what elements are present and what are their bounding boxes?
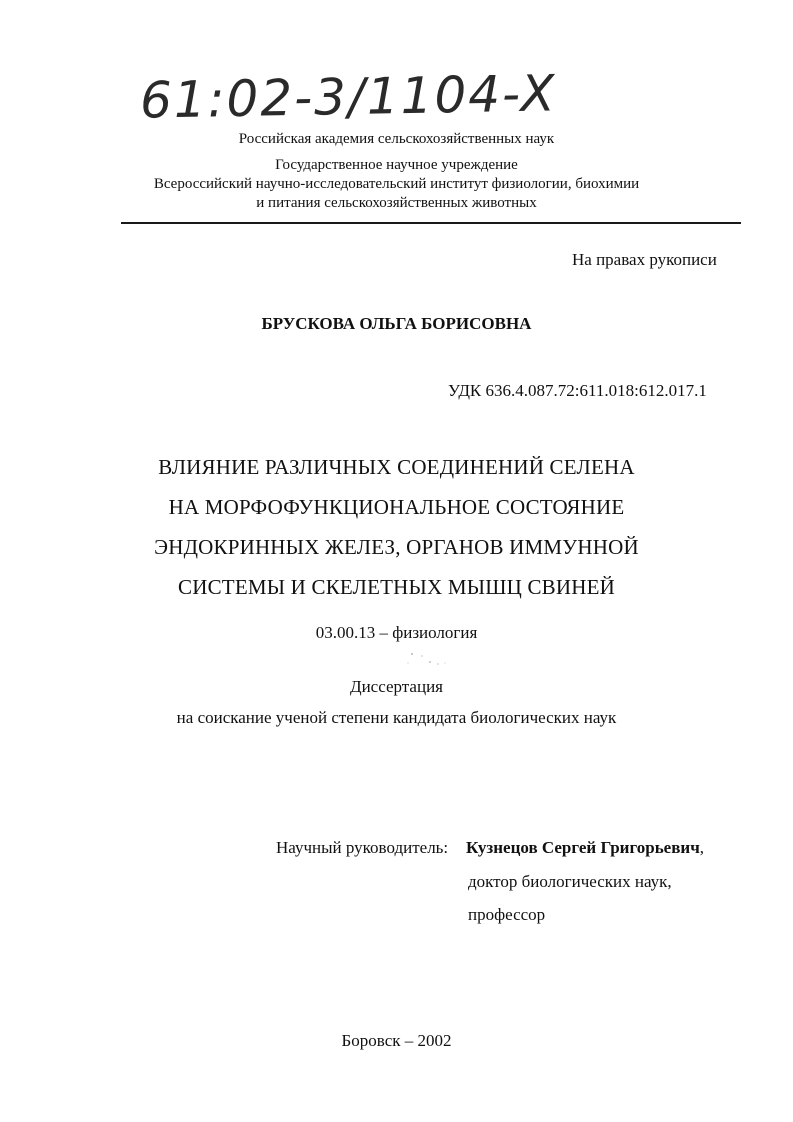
institute-name-line2: и питания сельскохозяйственных животных bbox=[256, 195, 537, 211]
degree-sought: на соискание ученой степени кандидата биологических наук bbox=[176, 708, 617, 727]
supervisor-degree: доктор биологических наук, bbox=[468, 872, 672, 891]
archive-stamp: 61:02-3/1104-X bbox=[139, 64, 558, 130]
institution-type: Государственное научное учреждение bbox=[275, 157, 518, 173]
supervisor-name: Кузнецов Сергей Григорьевич bbox=[466, 838, 700, 857]
document-type: Диссертация bbox=[349, 677, 443, 696]
place-and-year: Боровск – 2002 bbox=[341, 1031, 452, 1050]
header-divider bbox=[121, 222, 741, 224]
scan-smudge bbox=[400, 650, 460, 670]
specialty-code: 03.00.13 – физиология bbox=[315, 623, 478, 642]
supervisor-label: Научный руководитель: bbox=[276, 838, 449, 857]
thesis-title-line: ЭНДОКРИННЫХ ЖЕЛЕЗ, ОРГАНОВ ИММУННОЙ bbox=[154, 535, 639, 559]
manuscript-note: На правах рукописи bbox=[572, 250, 717, 269]
supervisor-name-comma: , bbox=[699, 838, 705, 857]
supervisor-title: профессор bbox=[468, 905, 546, 924]
author-name: БРУСКОВА ОЛЬГА БОРИСОВНА bbox=[261, 314, 532, 333]
thesis-title-line: НА МОРФОФУНКЦИОНАЛЬНОЕ СОСТОЯНИЕ bbox=[168, 495, 625, 519]
udk-code: УДК 636.4.087.72:611.018:612.017.1 bbox=[448, 381, 707, 400]
supervisor-name-line bbox=[466, 838, 704, 858]
academy-name: Российская академия сельскохозяйственных наук bbox=[238, 131, 555, 147]
thesis-title-line: СИСТЕМЫ И СКЕЛЕТНЫХ МЫШЦ СВИНЕЙ bbox=[178, 575, 615, 599]
thesis-title-line: ВЛИЯНИЕ РАЗЛИЧНЫХ СОЕДИНЕНИЙ СЕЛЕНА bbox=[158, 455, 635, 479]
institute-name-line1: Всероссийский научно-исследовательский институт физиологии, биохимии bbox=[153, 176, 640, 192]
